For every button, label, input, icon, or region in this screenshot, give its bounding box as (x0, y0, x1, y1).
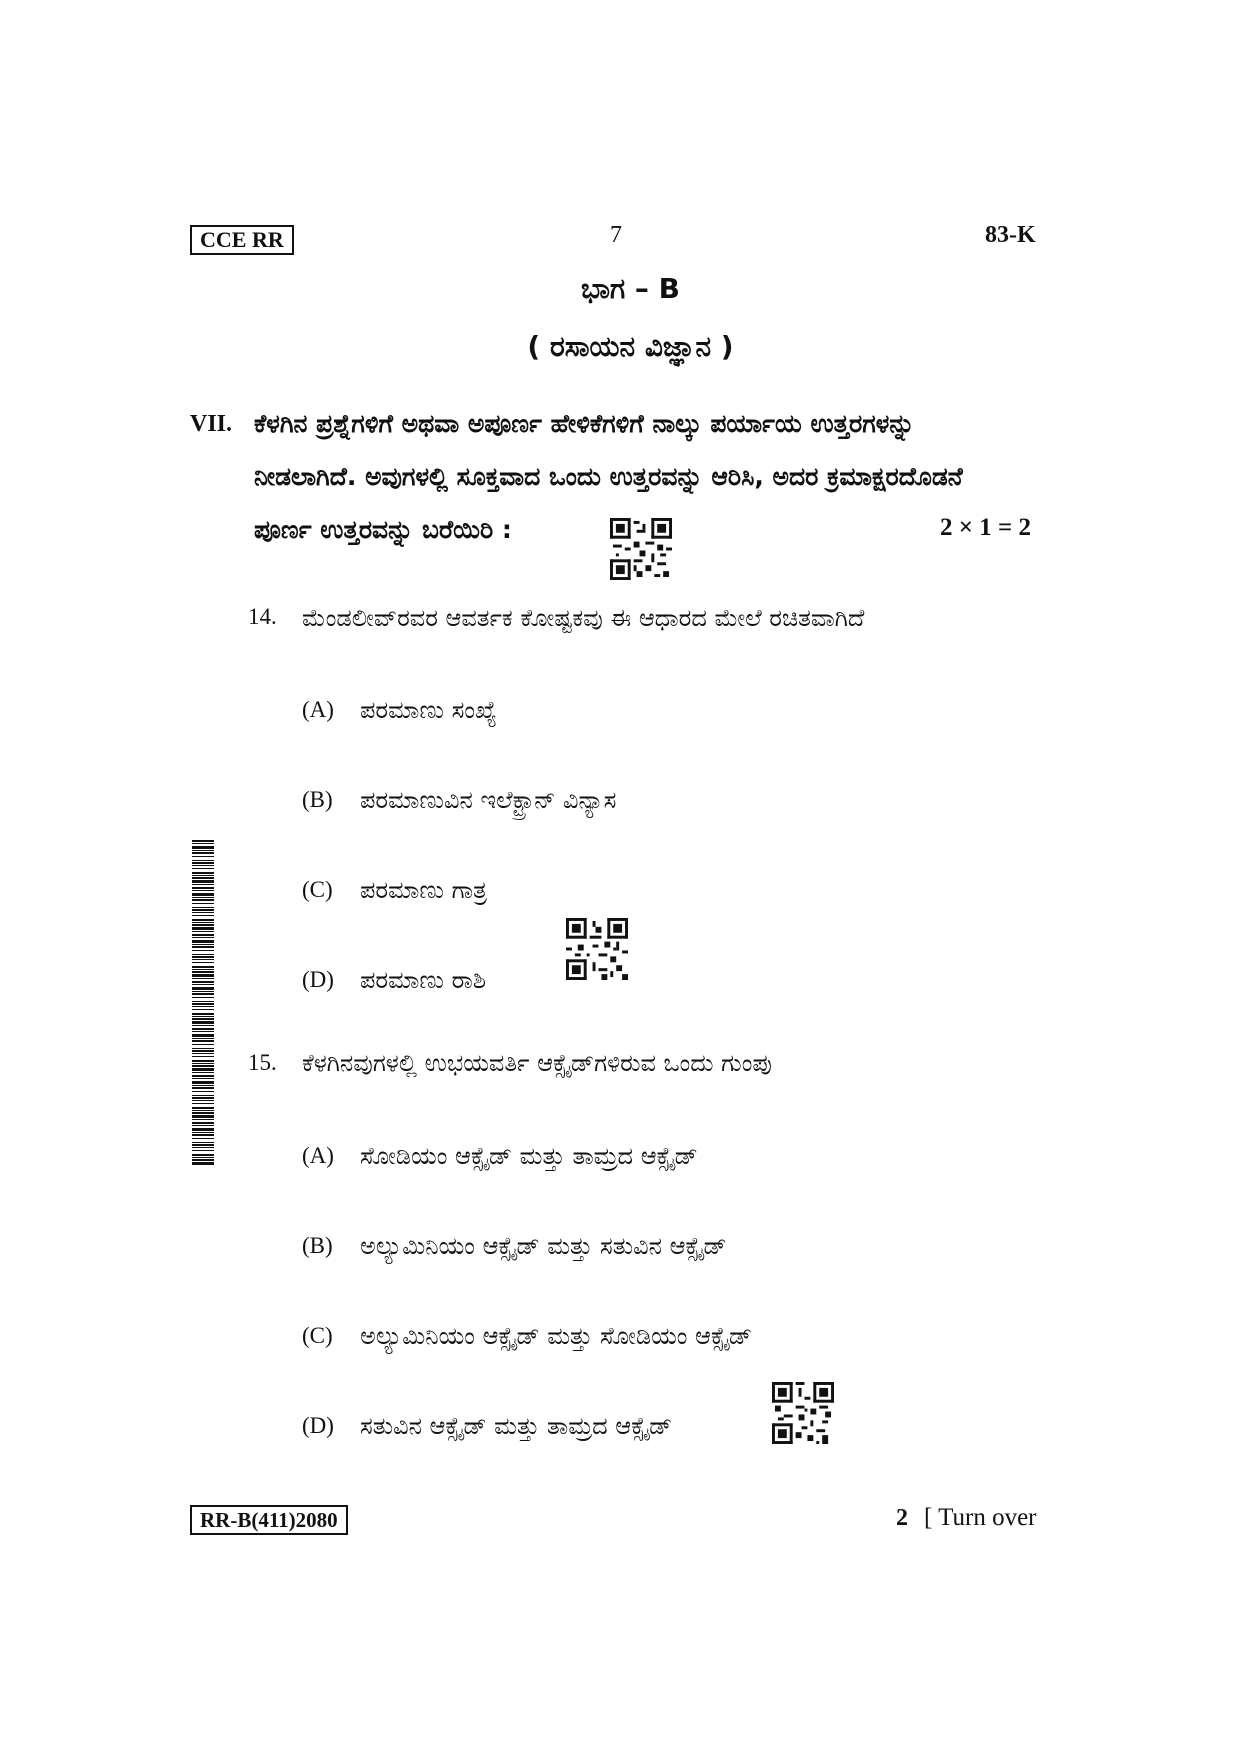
q14-option-a-text: ಪರಮಾಣು ಸಂಖ್ಯೆ (360, 696, 497, 724)
q14-option-b-label: (B) (302, 787, 333, 812)
q15-option-b-label: (B) (302, 1233, 333, 1258)
marks-formula: 2 × 1 = 2 (940, 514, 1031, 541)
q15-option-b-text: ಅಲ್ಯುಮಿನಿಯಂ ಆಕ್ಸೈಡ್ ಮತ್ತು ಸತುವಿನ ಆಕ್ಸೈಡ್ (360, 1232, 727, 1260)
instruction-number: VII. (190, 411, 233, 437)
instruction-line-1: ಕೆಳಗಿನ ಪ್ರಶ್ನೆಗಳಿಗೆ ಅಥವಾ ಅಪೂರ್ಣ ಹೇಳಿಕೆಗಳಿಗೆ ನಾಲ್ಕು ಪರ್ಯಾಯ ಉತ್ತರಗಳನ್ನು (254, 409, 915, 438)
q14-option-a-label: (A) (302, 697, 334, 722)
q15-option-a-label: (A) (302, 1143, 334, 1168)
q15-option-d-text: ಸತುವಿನ ಆಕ್ಸೈಡ್ ಮತ್ತು ತಾಮ್ರದ ಆಕ್ಸೈಡ್ (360, 1412, 673, 1440)
section-subtitle: ( ರಸಾಯನ ವಿಜ್ಞಾನ ) (527, 330, 734, 363)
q14-option-d-text: ಪರಮಾಣು ರಾಶಿ (360, 966, 486, 994)
q14-option-d-label: (D) (302, 967, 334, 992)
page-number: 7 (610, 222, 622, 248)
question-15-number: 15. (248, 1050, 277, 1075)
footer-code-box (190, 1505, 348, 1535)
q15-option-a-text: ಸೋಡಿಯಂ ಆಕ್ಸೈಡ್ ಮತ್ತು ತಾಮ್ರದ ಆಕ್ಸೈಡ್ (360, 1142, 698, 1170)
paper-code-box (190, 225, 294, 255)
q14-option-c-text: ಪರಮಾಣು ಗಾತ್ರ (360, 876, 487, 904)
instruction-line-3: ಪೂರ್ಣ ಉತ್ತರವನ್ನು ಬರೆಯಿರಿ : (254, 515, 512, 544)
question-14-number: 14. (248, 604, 277, 629)
q15-option-d-label: (D) (302, 1413, 334, 1438)
turn-over-text: [ Turn over (924, 1504, 1037, 1531)
barcode-icon (192, 840, 214, 1165)
qr-code-icon (566, 918, 628, 980)
footer-page-number: 2 (896, 1505, 908, 1531)
paper-code: CCE RR (200, 227, 284, 252)
subject-code: 83-K (985, 222, 1036, 248)
q14-option-c-label: (C) (302, 877, 333, 902)
q15-option-c-text: ಅಲ್ಯುಮಿನಿಯಂ ಆಕ್ಸೈಡ್ ಮತ್ತು ಸೋಡಿಯಂ ಆಕ್ಸೈಡ್ (360, 1322, 753, 1350)
question-15-text: ಕೆಳಗಿನವುಗಳಲ್ಲಿ ಉಭಯವರ್ತಿ ಆಕ್ಸೈಡ್‌ಗಳಿರುವ ಒಂದು ಗುಂಪು (302, 1049, 772, 1077)
instruction-line-2: ನೀಡಲಾಗಿದೆ. ಅವುಗಳಲ್ಲಿ ಸೂಕ್ತವಾದ ಒಂದು ಉತ್ತರವನ್ನು ಆರಿಸಿ, ಅದರ ಕ್ರಮಾಕ್ಷರದೊಡನೆ (254, 462, 963, 491)
footer-code: RR-B(411)2080 (200, 1508, 338, 1532)
q15-option-c-label: (C) (302, 1323, 333, 1348)
qr-code-icon (610, 518, 672, 580)
question-14-text: ಮೆಂಡಲೀವ್‌ರವರ ಆವರ್ತಕ ಕೋಷ್ಟಕವು ಈ ಆಧಾರದ ಮೇಲೆ ರಚಿತವಾಗಿದೆ (302, 604, 865, 632)
q14-option-b-text: ಪರಮಾಣುವಿನ ಇಲೆಕ್ಟ್ರಾನ್ ವಿನ್ಯಾಸ (360, 786, 617, 814)
section-title: ಭಾಗ – B (581, 272, 680, 305)
qr-code-icon (772, 1382, 834, 1444)
